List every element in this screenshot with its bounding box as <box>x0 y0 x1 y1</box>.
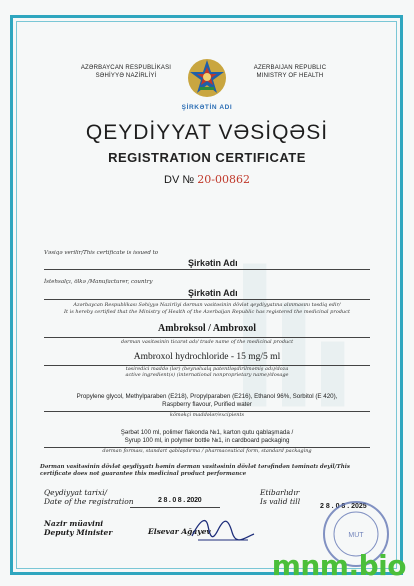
active-caption-1: təsiredici maddə (lər) (beynəlxalq patentləşdirilməmiş adı)/doza <box>125 366 289 372</box>
reg-date-line <box>130 507 220 508</box>
signer-name: Elsevar Ağayev <box>148 527 211 536</box>
trade-name: Ambroksol / Ambroxol <box>158 323 256 334</box>
guarantee-text-en: /This certificate does not guarantee this medicinal product performance <box>40 464 350 477</box>
issued-value: Şirkətin Adı <box>188 258 238 268</box>
manufacturer-line <box>44 299 370 300</box>
issued-line <box>44 269 370 270</box>
issued-label: Vəsiqə verilir/This certificate is issued to <box>44 250 159 256</box>
trade-name-caption: dərman vasitəsinin ticarət adı/ trade name of the medicinal product <box>120 339 294 345</box>
validity-label: Etibarlıdır Is valid till <box>260 488 301 506</box>
stamp-center-text: MÜT <box>348 532 364 539</box>
title-en: REGISTRATION CERTIFICATE <box>108 150 306 165</box>
certify-text-en: It is hereby certified that the Ministry of Health of the Azerbaijan Republic has registered the medicinal product <box>64 309 350 315</box>
guarantee-notice <box>40 464 376 478</box>
state-emblem-icon <box>186 57 228 99</box>
signature-icon <box>188 512 258 546</box>
manufacturer-value: Şirkətin Adı <box>188 288 238 298</box>
signer-title: Nazir müavini Deputy Minister <box>44 519 113 537</box>
dv-label: DV № <box>164 174 195 186</box>
certify-text-az: Azərbaycan Respublikası Səhiyyə Nazirliyi dərman vasitəsinin dövlət qeydiyyatına alınmasını təsdiq edir/ <box>73 302 341 308</box>
title-az: QEYDİYYAT VƏSİQƏSİ <box>85 121 329 144</box>
reg-date-label: Qeydiyyat tarixi/ Date of the registration <box>44 488 134 506</box>
active-caption-2: active ingredient(s) (international nonproprietary name)/dosage <box>125 372 289 378</box>
form-caption: dərman forması, standart qablaşdırma / pharmaceutical form, standard packaging <box>102 448 312 454</box>
trade-name-line <box>44 337 370 338</box>
excipients-line-2: Raspberry flavour, Purified water <box>162 401 252 408</box>
validity-value: 2 8 . 0 8 . 2025 <box>320 503 367 510</box>
dv-number-line <box>0 173 414 186</box>
site-watermark: mnm.bio <box>271 549 406 582</box>
header-right: AZERBAIJAN REPUBLIC MINISTRY OF HEALTH <box>253 65 327 79</box>
form-line-1: Şərbət 100 ml, polimer flakonda №1, karton qutu qablaşmada / <box>120 429 294 436</box>
manufacturer-label: İstehsalçı, ölkə /Manufacturer, country <box>44 279 153 285</box>
excipients-line-1: Propylene glycol, Methylparaben (E218), Propylparaben (E216), Ethanol 96%, Sorbitol (E 420), <box>76 393 338 400</box>
company-name-under-emblem: ŞİRKƏTİN ADI <box>181 104 233 111</box>
form-line-2: Syrup 100 ml, in polymer bottle №1, in cardboard packaging <box>124 437 290 444</box>
reg-date-value: 2 8 . 0 8 . 2020 <box>158 497 202 504</box>
header-left: AZƏRBAYCAN RESPUBLİKASI SƏHİYYƏ NAZİRLİYİ <box>80 65 172 79</box>
active-ingredient: Ambroxol hydrochloride - 15 mg/5 ml <box>133 352 281 362</box>
excipients-caption: köməkçi maddələr/excipients <box>169 412 245 418</box>
dv-number: 20-00862 <box>197 173 250 186</box>
guarantee-text-az: Dərman vasitəsinin dövlət qeydiyyatı həmin dərman vasitəsinin dövlət tərəfindən təminatı deyil <box>40 464 335 470</box>
